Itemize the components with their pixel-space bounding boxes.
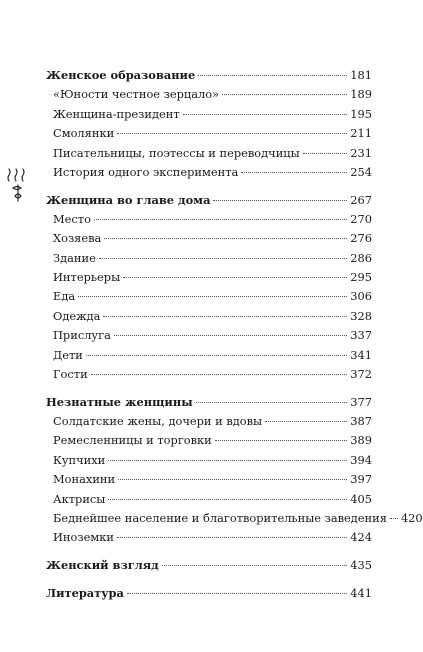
toc-section-title: Женский взгляд xyxy=(46,557,159,572)
toc-item-row[interactable] xyxy=(46,509,423,528)
toc-item-row[interactable] xyxy=(46,287,372,306)
toc-item-row[interactable] xyxy=(46,470,372,489)
toc-page-number: 286 xyxy=(350,250,372,265)
dot-leader xyxy=(114,335,347,336)
toc-page-number: 424 xyxy=(350,530,372,545)
dot-leader xyxy=(108,460,347,461)
toc-item-row[interactable] xyxy=(46,163,372,182)
toc-page-number: 372 xyxy=(350,367,372,382)
dot-leader xyxy=(78,296,347,297)
toc-item-title: Гости xyxy=(53,367,88,382)
toc-item-title: Смолянки xyxy=(53,126,115,141)
toc-item-row[interactable] xyxy=(46,307,372,326)
toc-page-number: 270 xyxy=(350,211,372,226)
toc-item-title: Еда xyxy=(53,289,76,304)
toc-page-number: 254 xyxy=(350,164,372,179)
toc-item-title: Женщина-президент xyxy=(53,106,180,121)
toc-page-number: 337 xyxy=(350,328,372,343)
toc-page-number: 267 xyxy=(350,192,372,207)
toc-section-title: Женское образование xyxy=(46,68,196,82)
dot-leader xyxy=(215,440,347,441)
dot-leader xyxy=(108,499,347,500)
toc-item-title: Солдатские жены, дочери и вдовы xyxy=(53,414,263,429)
toc-item-title: Писательницы, поэтессы и переводчицы xyxy=(53,145,300,160)
toc-page-number: 441 xyxy=(350,585,372,600)
dot-leader xyxy=(118,479,347,480)
dot-leader xyxy=(183,114,348,115)
dot-leader xyxy=(91,374,348,375)
toc-item-row[interactable] xyxy=(46,105,372,124)
toc-item-row[interactable] xyxy=(46,268,372,287)
toc-item-row[interactable] xyxy=(46,346,372,365)
dot-leader xyxy=(86,355,347,356)
dot-leader xyxy=(99,258,347,259)
dot-leader xyxy=(162,565,347,566)
toc-item-title: Ремесленницы и торговки xyxy=(53,433,212,448)
toc-page-number: 389 xyxy=(350,433,372,448)
dot-leader xyxy=(123,277,347,278)
dot-leader xyxy=(94,219,347,220)
toc-item-title: Интерьеры xyxy=(53,270,121,285)
toc-item-title: Купчихи xyxy=(53,452,106,467)
toc-item-title: Актрисы xyxy=(53,491,106,506)
toc-item-title: Здание xyxy=(53,250,96,265)
toc-page-number: 306 xyxy=(350,289,372,304)
toc-item-title: Прислуга xyxy=(53,328,111,343)
toc-page-number: 387 xyxy=(350,414,372,429)
dot-leader xyxy=(241,172,347,173)
dot-leader xyxy=(104,238,347,239)
toc-item-row[interactable] xyxy=(46,431,372,450)
toc-section-row[interactable] xyxy=(46,556,372,575)
dot-leader xyxy=(198,75,347,76)
dot-leader xyxy=(265,421,347,422)
toc-section-title: Литература xyxy=(46,585,124,600)
toc-item-row[interactable] xyxy=(46,365,372,384)
toc-item-row[interactable] xyxy=(46,144,372,163)
toc-item-title: Беднейшее население и благотворительные заведения xyxy=(53,510,387,525)
section-spacer xyxy=(46,384,372,392)
toc-page-number: 328 xyxy=(350,308,372,323)
toc-page-number: 276 xyxy=(350,231,372,246)
toc-item-title: Хозяева xyxy=(53,231,102,246)
dot-leader xyxy=(222,94,347,95)
toc-item-title: Иноземки xyxy=(53,530,114,545)
toc-item-title: Дети xyxy=(53,347,83,362)
dot-leader xyxy=(117,133,347,134)
toc-page-number: 189 xyxy=(350,87,372,102)
toc-item-row[interactable] xyxy=(46,249,372,268)
toc-section-row[interactable] xyxy=(46,393,372,412)
dot-leader xyxy=(390,518,398,519)
toc-page-number: 435 xyxy=(350,557,372,572)
toc-item-title: Место xyxy=(53,211,91,226)
toc-section-title: Незнатные женщины xyxy=(46,394,193,409)
floral-ornament-icon xyxy=(5,166,31,206)
table-of-contents xyxy=(46,66,423,603)
section-spacer xyxy=(46,182,372,190)
toc-item-row[interactable] xyxy=(46,326,372,345)
dot-leader xyxy=(196,402,348,403)
toc-item-row[interactable] xyxy=(46,412,372,431)
toc-page-number: 341 xyxy=(350,347,372,362)
toc-item-row[interactable] xyxy=(46,229,372,248)
toc-page-number: 181 xyxy=(350,68,372,82)
toc-page-number: 394 xyxy=(350,452,372,467)
dot-leader xyxy=(117,537,347,538)
toc-item-row[interactable] xyxy=(46,85,372,104)
toc-page-number: 420 xyxy=(400,510,423,525)
toc-page-number: 397 xyxy=(350,472,372,487)
toc-item-title: История одного эксперимента xyxy=(53,164,239,179)
toc-page-number: 211 xyxy=(350,126,372,141)
toc-item-row[interactable] xyxy=(46,528,372,547)
toc-page-number: 405 xyxy=(350,491,372,506)
toc-page-number: 295 xyxy=(350,270,372,285)
dot-leader xyxy=(213,200,347,201)
toc-section-row[interactable] xyxy=(46,584,372,603)
toc-item-title: «Юности честное зерцало» xyxy=(53,87,220,102)
dot-leader xyxy=(303,153,348,154)
toc-section-title: Женщина во главе дома xyxy=(46,192,211,207)
toc-item-title: Монахини xyxy=(53,472,116,487)
toc-item-title: Одежда xyxy=(53,308,101,323)
toc-section-row[interactable] xyxy=(46,66,372,85)
toc-page-number: 377 xyxy=(350,394,372,409)
toc-page-number: 195 xyxy=(350,106,372,121)
toc-item-row[interactable] xyxy=(46,210,372,229)
toc-item-row[interactable] xyxy=(46,451,372,470)
section-spacer xyxy=(46,548,372,556)
dot-leader xyxy=(127,593,347,594)
section-spacer xyxy=(46,575,372,583)
dot-leader xyxy=(103,316,347,317)
toc-page-number: 231 xyxy=(350,145,372,160)
toc-section-row[interactable] xyxy=(46,191,372,210)
toc-item-row[interactable] xyxy=(46,490,372,509)
toc-item-row[interactable] xyxy=(46,124,372,143)
